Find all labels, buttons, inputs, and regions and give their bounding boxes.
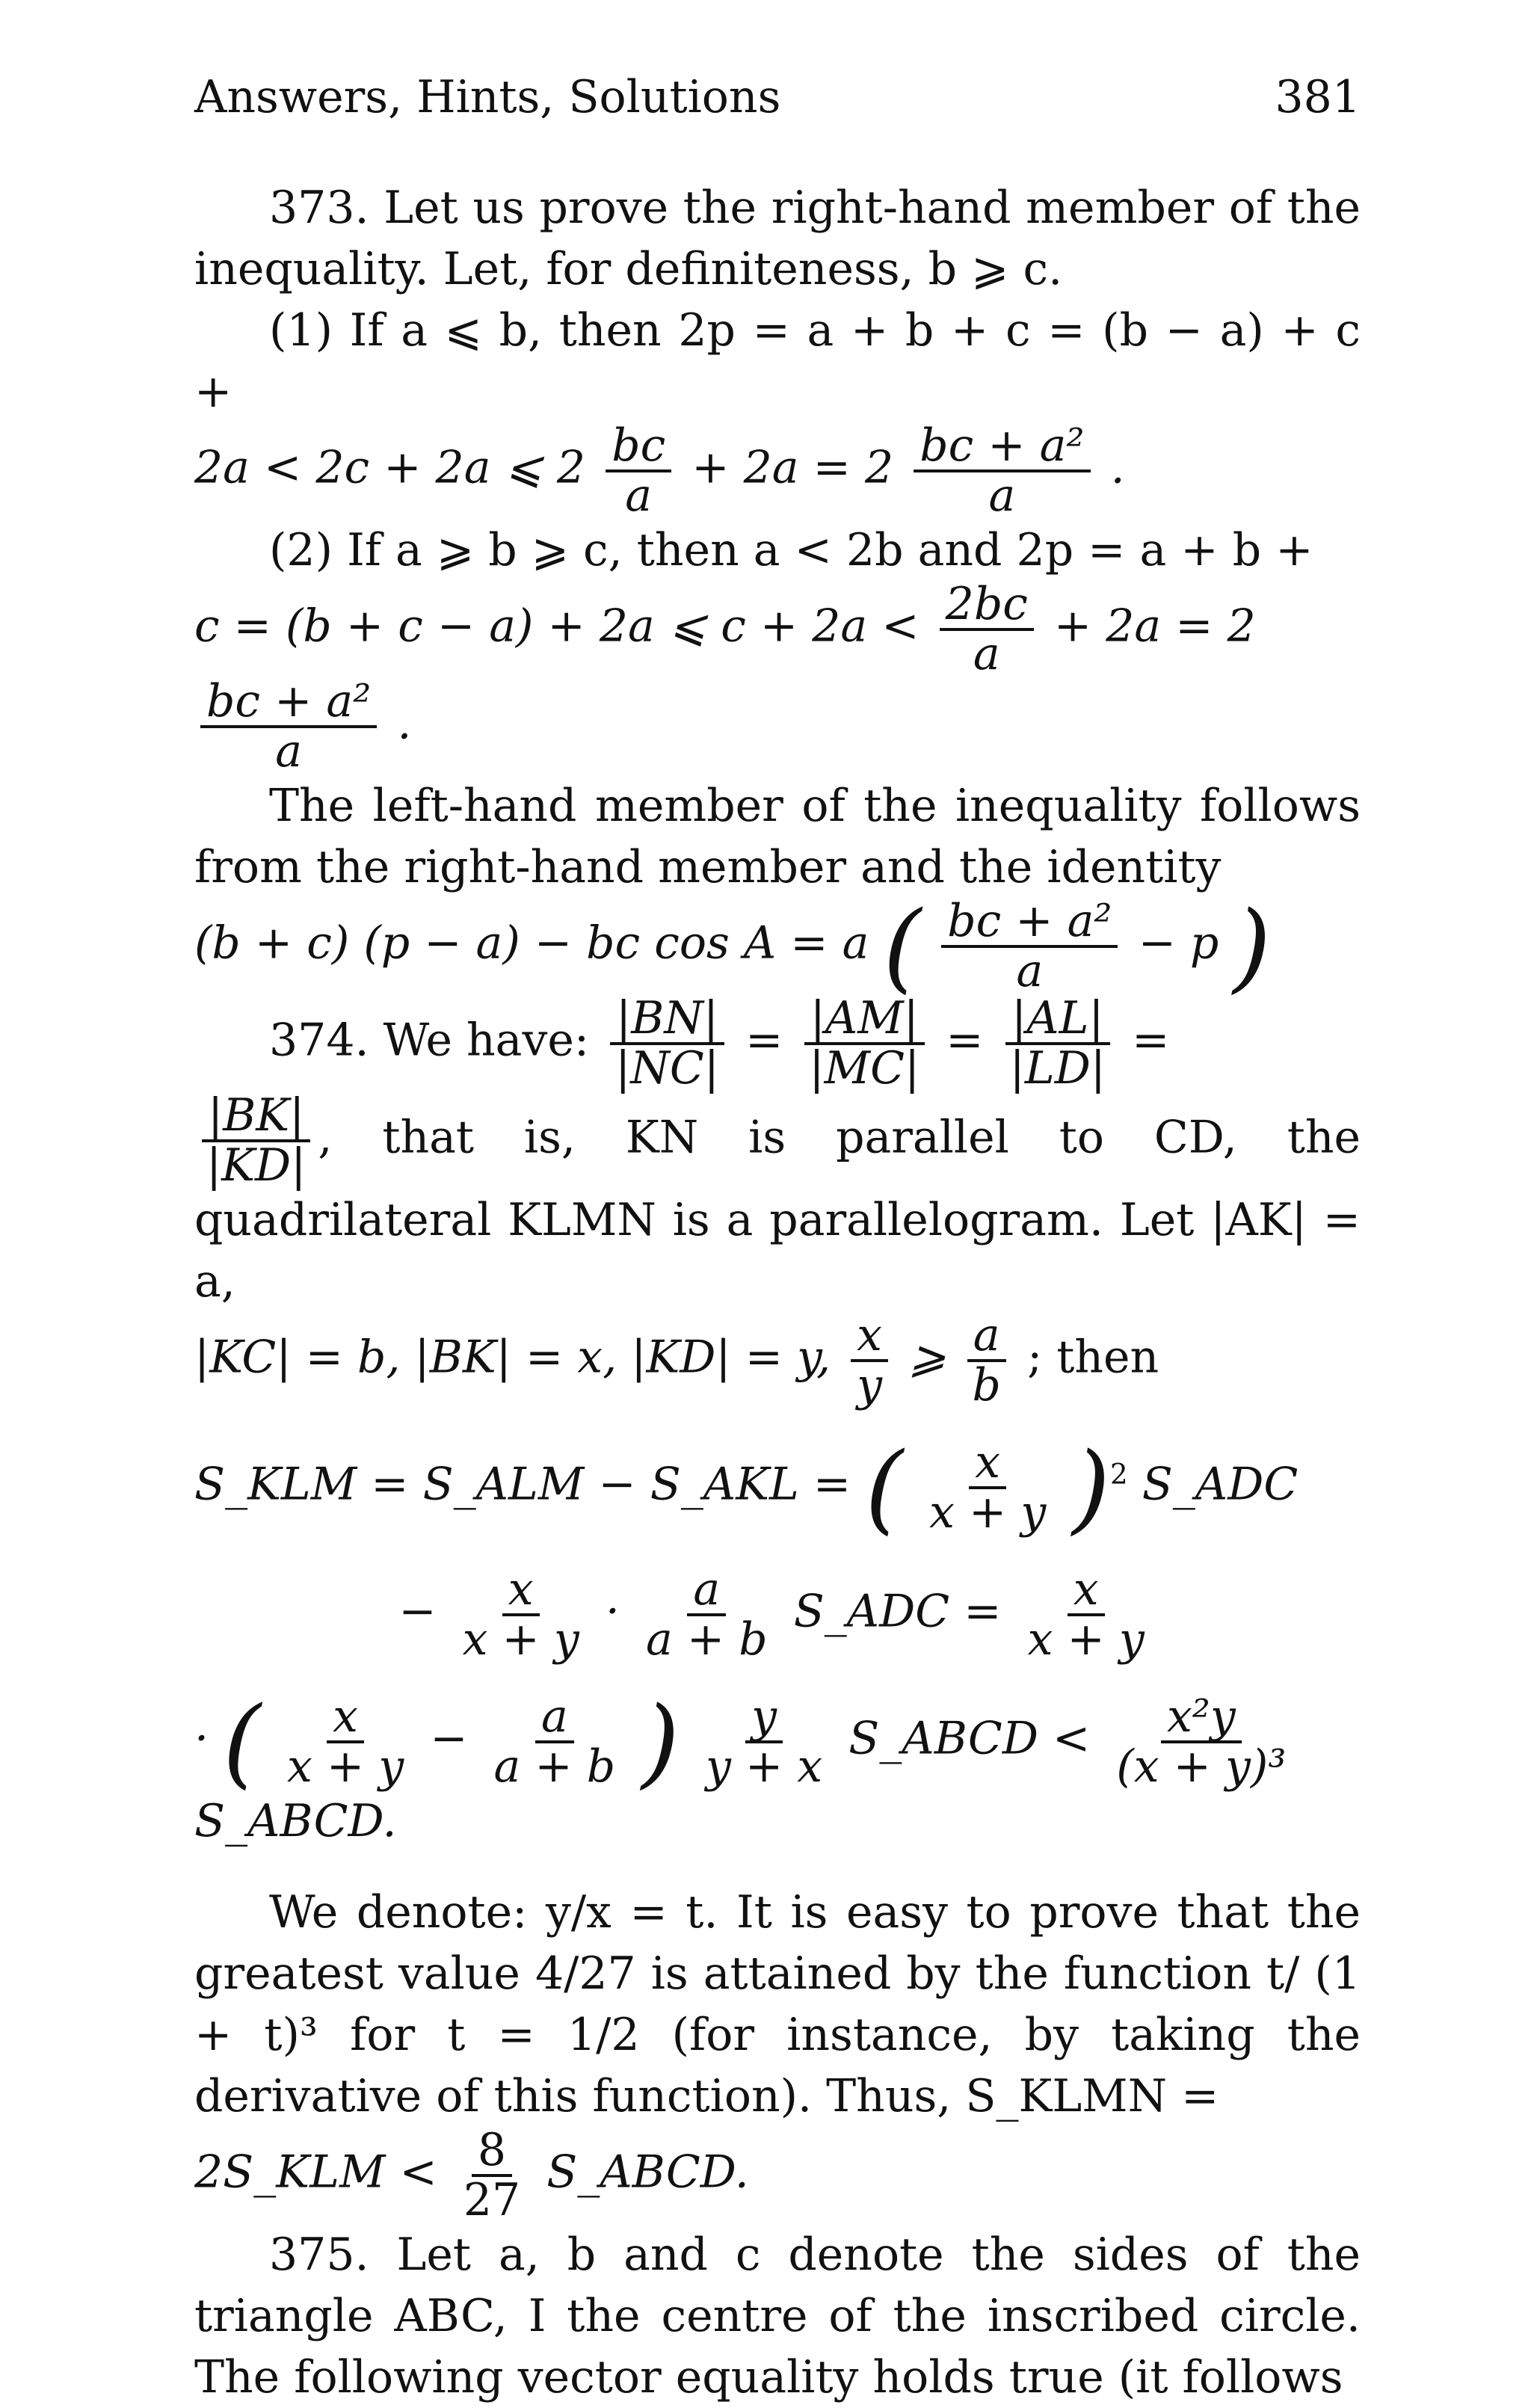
fraction: $\frac{a}{a + b}$ (493, 1690, 616, 1793)
fraction: $\frac{x}{x + y}$ (286, 1690, 404, 1793)
fraction: $\frac{a}{a + b}$ (646, 1563, 768, 1666)
fraction: $\frac{|BN|}{|NC|}$ (609, 995, 725, 1092)
p374-text2: |KC| = b, |BK| = x, |KD| = y, $\frac{x}{y}$ ⩾ $\frac{a}{b}$ ; then (194, 1309, 1159, 1411)
p373-left-text: The left-hand member of the inequality follows from the right-hand member and the identity (194, 780, 1361, 893)
p375-text: 375. Let a, b and c denote the sides of the triangle ABC, I the centre of the inscribed circle. The following vector equality holds true (it follows (194, 2229, 1361, 2404)
p373-case2-equation: c = (b + c − a) + 2a ⩽ c + 2a < $\frac{2bc}{a}$ + 2a = 2 $\frac{\text{bc + a²}}{a}$ . (194, 578, 1256, 777)
p373-case1-lead: (1) If a ⩽ b, then 2p = a + b + c = (b − a) + c + (194, 304, 1361, 418)
fraction: $\frac{8}{27}$ (463, 2124, 521, 2226)
book-page (194, 71, 1361, 2408)
fraction: $\frac{|BK|}{|KD|}$ (200, 1092, 312, 1189)
p374-eq3: · ( $\frac{x}{x + y}$ − $\frac{a}{a + b}$ ) $\frac{y}{y + x}$ S_ABCD < $\frac{\text{x²y}}{\text{(x + y)³}}$ S_ABCD. (194, 1693, 1361, 1852)
fraction: $\frac{\text{x²y}}{\text{(x + y)³}}$ (1116, 1690, 1287, 1793)
fraction: $\frac{2bc}{a}$ (940, 581, 1034, 678)
fraction: $\frac{x}{x + y}$ (462, 1563, 579, 1666)
p374-denote: We denote: y/x = t. It is easy to prove that the greatest value 4/27 is attained by the function t/ (1 + t)³ for t = 1/2 (for instance, by taking the derivative of this function). Thus, S_KLMN = (194, 1886, 1361, 2122)
fraction: $\frac{a}{b}$ (966, 1312, 1006, 1409)
p373-case2-lead: (2) If a ⩾ b ⩾ c, then a < 2b and 2p = a + b + (269, 524, 1313, 576)
fraction: $\frac{\text{bc + a²}}{a}$ (914, 422, 1090, 520)
p374-ratios: 374. We have: $\frac{|BN|}{|NC|}$ = $\frac{|AM|}{|MC|}$ = $\frac{|AL|}{|LD|}$ = (269, 992, 1170, 1094)
fraction: $\frac{\text{bc + a²}}{a}$ (941, 898, 1118, 995)
running-header (194, 71, 1361, 123)
fraction: $\frac{x}{x + y}$ (929, 1436, 1047, 1539)
p374-eq2: − $\frac{x}{x + y}$ · $\frac{a}{a + b}$ S_ADC = $\frac{x}{x + y}$ (194, 1566, 1361, 1663)
p374-eq1: S_KLM = S_ALM − S_AKL = ( $\frac{x}{x + y}$ )$^2$ S_ADC (194, 1431, 1299, 1545)
p374-final: 2S_KLM < $\frac{8}{27}$ S_ABCD. (194, 2124, 749, 2226)
fraction: $\frac{|AM|}{|MC|}$ (803, 995, 925, 1092)
fraction: $\frac{y}{y + x}$ (706, 1690, 823, 1793)
fraction: $\frac{x}{x + y}$ (1027, 1563, 1145, 1666)
p373-case1-equation: 2a < 2c + 2a ⩽ 2 $\frac{bc}{a}$ + 2a = 2 $\frac{\text{bc + a²}}{a}$ . (194, 419, 1125, 522)
fraction: $\frac{bc}{a}$ (606, 422, 671, 520)
fraction: $\frac{x}{y}$ (851, 1312, 888, 1409)
p373-intro: 373. Let us prove the right-hand member of the inequality. Let, for definiteness, b ⩾ c. (194, 182, 1361, 295)
fraction: $\frac{\text{bc + a²}}{a}$ (200, 678, 377, 775)
page-number: 381 (1275, 71, 1361, 123)
fraction: $\frac{|AL|}{|LD|}$ (1004, 995, 1112, 1092)
p373-identity: (b + c) (p − a) − bc cos A = a ( $\frac{\text{bc + a²}}{a}$ − p ) (194, 890, 1272, 1003)
header-title: Answers, Hints, Solutions (194, 71, 781, 123)
p374-text1: $\frac{|BK|}{|KD|}$ , that is, KN is parallel to CD, the quadrilateral KLMN is a parallelogram. Let |AK| = a, (194, 1089, 1361, 1308)
